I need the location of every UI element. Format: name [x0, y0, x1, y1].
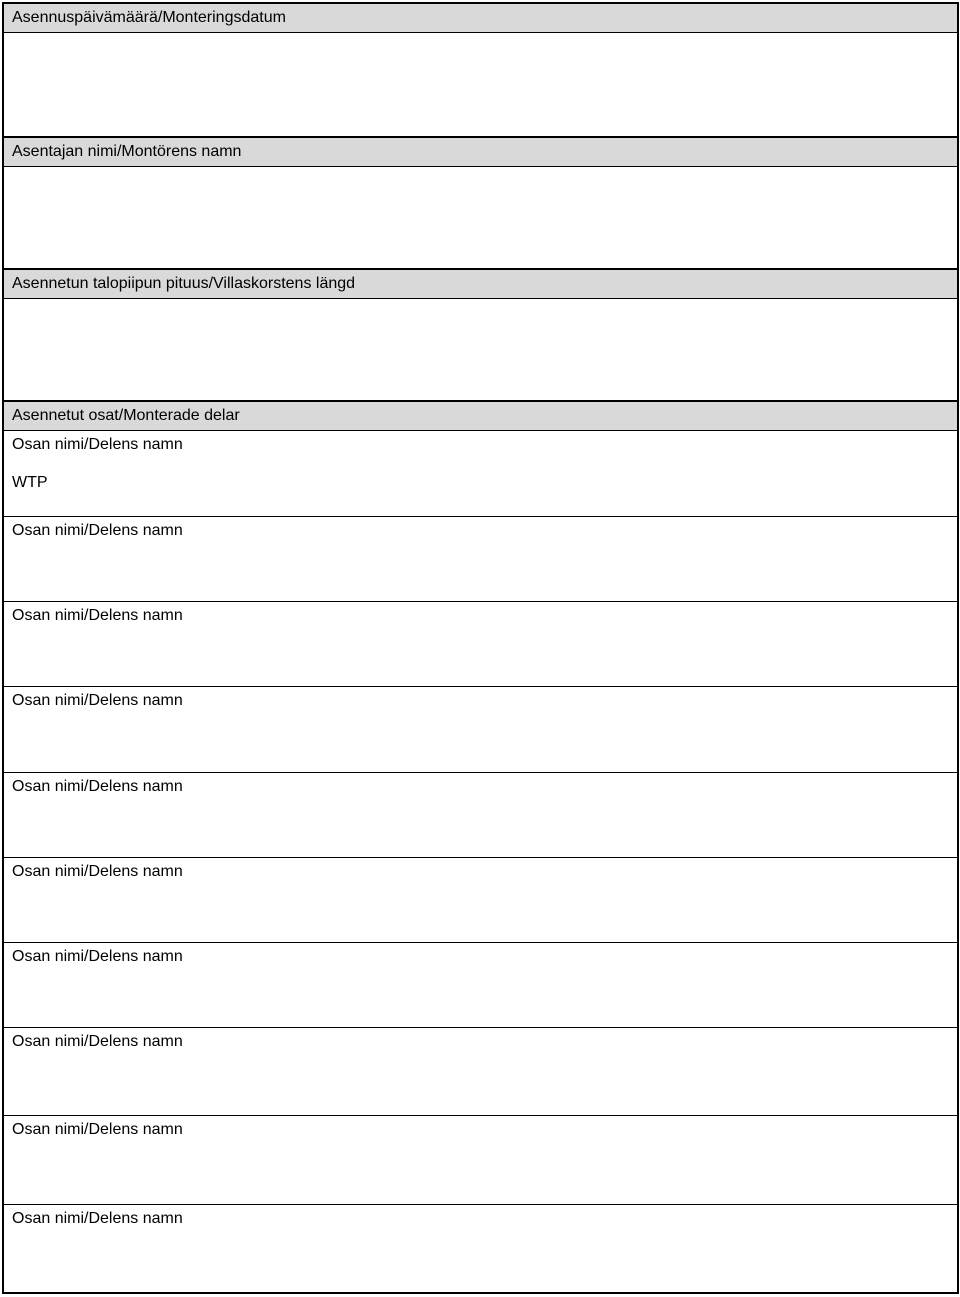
- installation-date-header: Asennuspäivämäärä/Monteringsdatum: [4, 4, 957, 33]
- part-row-9[interactable]: [4, 1115, 957, 1204]
- installation-form: [2, 2, 959, 1294]
- part-name-label: Osan nimi/Delens namn: [12, 692, 183, 709]
- part-name-label: Osan nimi/Delens namn: [12, 778, 183, 795]
- part-name-label: Osan nimi/Delens namn: [12, 948, 183, 965]
- part-row-5[interactable]: [4, 772, 957, 857]
- part-row-4[interactable]: [4, 686, 957, 772]
- part-row-1[interactable]: [4, 431, 957, 516]
- chimney-length-field[interactable]: [4, 299, 957, 400]
- part-row-2[interactable]: [4, 516, 957, 601]
- part-row-8[interactable]: [4, 1027, 957, 1115]
- part-name-label: Osan nimi/Delens namn: [12, 1210, 183, 1227]
- installer-name-field[interactable]: [4, 167, 957, 268]
- part-name-label: Osan nimi/Delens namn: [12, 1033, 183, 1050]
- part-name-value: WTP: [12, 474, 48, 491]
- installed-parts-header: Asennetut osat/Monterade delar: [4, 400, 957, 431]
- installer-name-header: Asentajan nimi/Montörens namn: [4, 136, 957, 167]
- part-row-10[interactable]: [4, 1204, 957, 1292]
- part-row-3[interactable]: [4, 601, 957, 686]
- part-name-label: Osan nimi/Delens namn: [12, 1121, 183, 1138]
- part-row-7[interactable]: [4, 942, 957, 1027]
- part-name-label: Osan nimi/Delens namn: [12, 522, 183, 539]
- part-name-label: Osan nimi/Delens namn: [12, 863, 183, 880]
- part-name-label: Osan nimi/Delens namn: [12, 436, 183, 453]
- chimney-length-header: Asennetun talopiipun pituus/Villaskorstens längd: [4, 268, 957, 299]
- part-name-label: Osan nimi/Delens namn: [12, 607, 183, 624]
- part-row-6[interactable]: [4, 857, 957, 942]
- installation-date-field[interactable]: [4, 33, 957, 136]
